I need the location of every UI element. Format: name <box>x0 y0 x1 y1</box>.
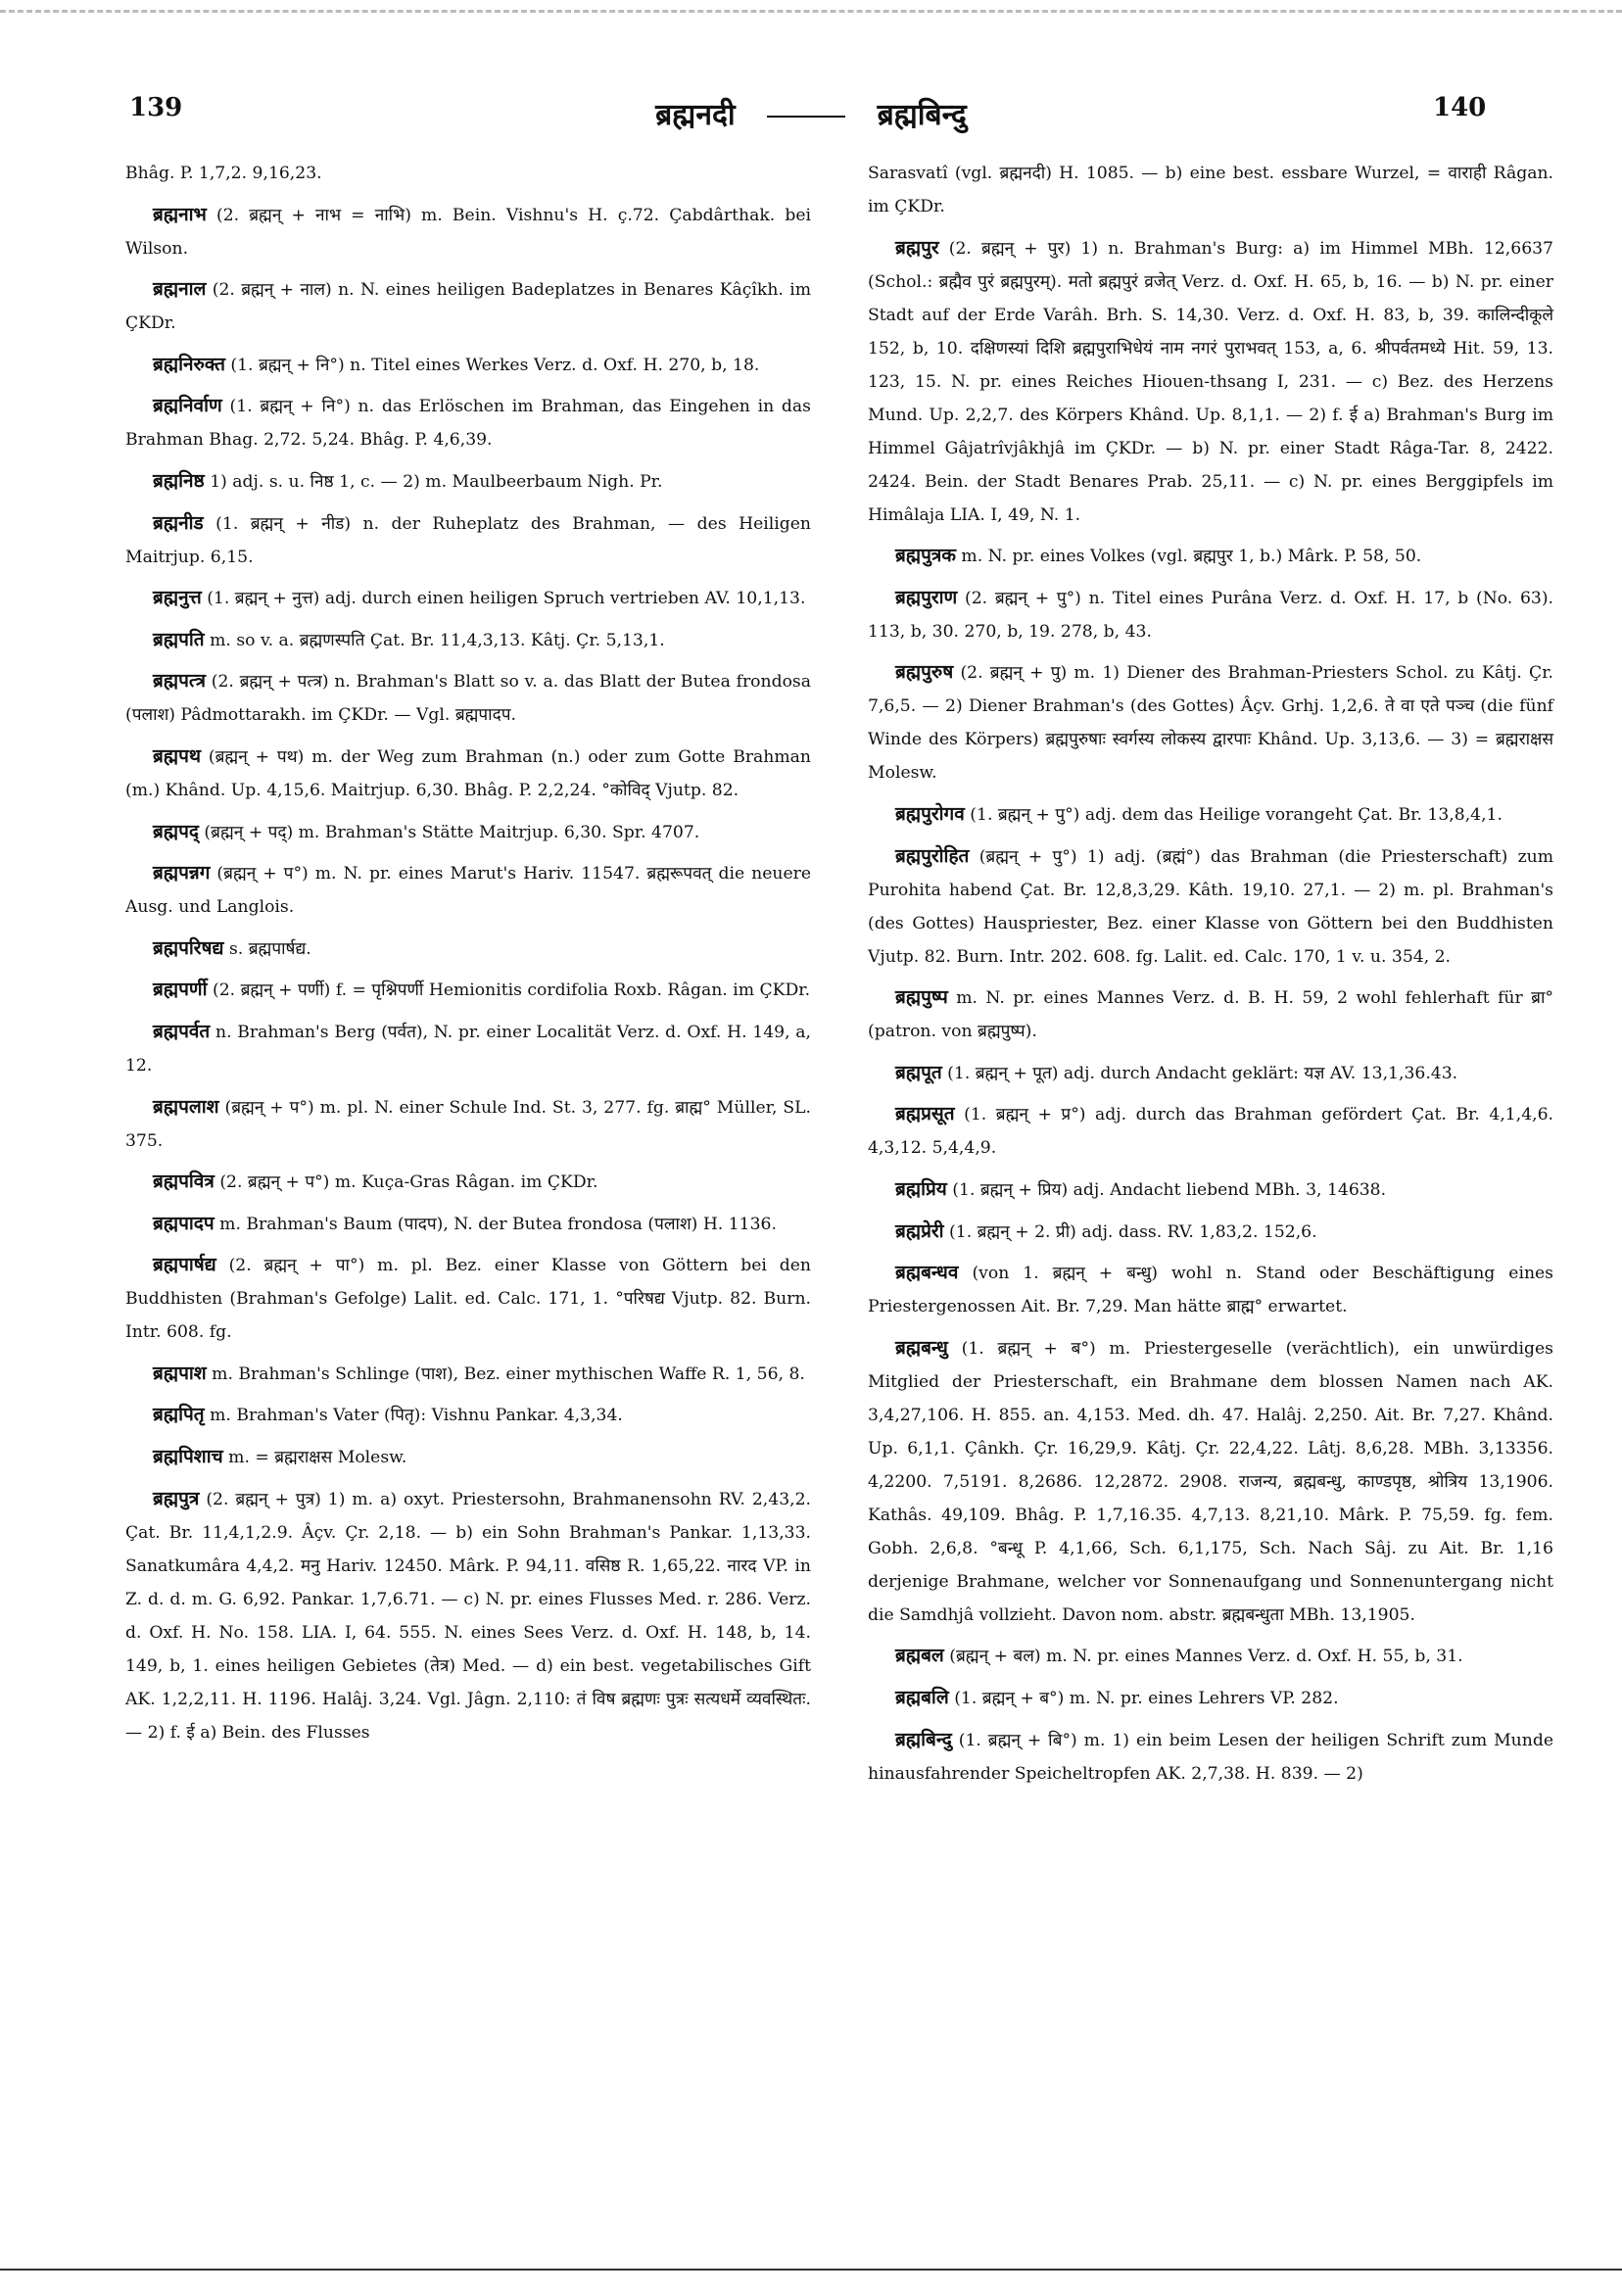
dictionary-entry <box>868 655 1553 789</box>
entry-text: (1. ब्रह्मन् + प्र°) adj. durch das Brahman gefördert Çat. Br. 4,1,4,6. 4,3,12. 5,4,4,9. <box>868 1105 1553 1159</box>
entry-headword: ब्रह्मपुरोहित <box>895 844 970 867</box>
entry-headword: ब्रह्मपति <box>153 628 205 650</box>
dictionary-entry <box>868 1331 1553 1632</box>
entry-headword: ब्रह्मपार्षद्य <box>153 1254 216 1276</box>
dictionary-entry <box>125 348 811 382</box>
entry-text: (ब्रह्मन् + प°) m. pl. N. einer Schule Ind. St. 3, 277. fg. ब्राह्म° Müller, SL. 375. <box>125 1097 811 1151</box>
dictionary-entry <box>125 664 811 732</box>
dictionary-entry <box>125 1015 811 1082</box>
entry-text: (ब्रह्मन् + पु°) 1) adj. (ब्रह्मं°) das Brahman (die Priesterschaft) zum Purohita habend Çat. Br. 12,8,3,29. Kâth. 19,10. 27,1. — 2) m. pl. Brahman's (des Gottes) Hauspriester, Bez. einer Klasse von Göttern bei den Buddhisten Vjutp. 82. Burn. Intr. 202. 608. fg. Lalit. ed. Calc. 170, 1 v. u. 354, 2. <box>868 846 1553 967</box>
dictionary-entry <box>868 981 1553 1048</box>
entry-text: Bhâg. P. 1,7,2. 9,16,23. <box>125 164 322 183</box>
entry-headword: ब्रह्मप्रसूत <box>895 1103 955 1125</box>
entry-text: (2. ब्रह्मन् + नाल) n. N. eines heiligen Badeplatzes in Benares Kâçîkh. im ÇKDr. <box>125 280 811 334</box>
entry-headword: ब्रह्मपिशाच <box>153 1446 223 1468</box>
dictionary-entry <box>125 272 811 340</box>
entry-text: (1. ब्रह्मन् + ब°) m. Priestergeselle (verächtlich), ein unwürdiges Mitglied der Priesterschaft, ein Brahmane dem blossen Namen nach AK. 3,4,27,106. H. 855. an. 4,153. Med. dh. 47. Halâj. 2,250. Ait. Br. 7,27. Khând. Up. 6,1,1. Çânkh. Çr. 16,29,9. Kâtj. Çr. 22,4,22. Lâtj. 8,6,28. MBh. 3,13356. 4,2200. 7,5191. 8,2686. 12,2872. 2908. राजन्य, ब्रह्मबन्धु, काण्डपृष्ठ, श्रोत्रिय 13,1906. Kathâs. 49,109. Bhâg. P. 1,7,16.35. 4,7,13. 8,21,10. Mârk. P. 75,59. fg. fem. Gobh. 2,6,8. °बन्धू P. 4,1,66, Sch. 6,1,175, Sch. Nach Sâj. zu Ait. Br. 1,16 derjenige Brahmane, welcher vor Sonnenaufgang und Sonnenuntergang nicht die Samdhjâ vollzieht. Davon nom. abstr. ब्रह्मबन्धुता MBh. 13,1905. <box>868 1338 1553 1625</box>
entry-text: (2. ब्रह्मन् + पर्णी) f. = पृश्निपर्णी Hemionitis cordifolia Roxb. Râgan. im ÇKDr. <box>213 981 811 1001</box>
dictionary-entry <box>125 1165 811 1199</box>
entry-headword: ब्रह्मपरिषद्य <box>153 936 224 959</box>
dictionary-entry <box>125 973 811 1007</box>
entry-text: (2. ब्रह्मन् + पा°) m. pl. Bez. einer Klasse von Göttern bei den Buddhisten (Brahman's Gefolge) Lalit. ed. Calc. 171, 1. °परिषद्य Vjutp. 82. Burn. Intr. 608. fg. <box>125 1256 811 1343</box>
entry-headword: ब्रह्मपादप <box>153 1212 215 1234</box>
entry-headword: ब्रह्मपुरोगव <box>895 802 965 825</box>
entry-headword: ब्रह्मनुत्त <box>153 587 202 609</box>
entry-headword: ब्रह्मपुष्प <box>895 986 948 1009</box>
entry-headword: ब्रह्मबन्धु <box>895 1336 948 1359</box>
dictionary-entry <box>125 581 811 615</box>
entry-headword: ब्रह्मपर्वत <box>153 1020 211 1042</box>
dictionary-entry <box>125 1090 811 1158</box>
entry-text: (2. ब्रह्मन् + नाभ = नाभि) m. Bein. Vishnu's H. ç.72. Çabdârthak. bei Wilson. <box>125 205 811 259</box>
entry-text: (ब्रह्मन् + पद्) m. Brahman's Stätte Maitrjup. 6,30. Spr. 4707. <box>204 822 700 842</box>
entry-text: (2. ब्रह्मन् + पुर) 1) n. Brahman's Burg: a) im Himmel MBh. 12,6637 (Schol.: ब्रह्मैव पुरं ब्रह्मपुरम्). मतो ब्रह्मपुरं व्रजेत् Verz. d. Oxf. H. 65, b, 16. — b) N. pr. einer Stadt auf der Erde Varâh. Brh. S. 14,30. Verz. d. Oxf. H. 83, b, 39. कालिन्दीकूले 152, b, 10. दक्षिणस्यां दिशि ब्रह्मपुराभिधेयं नाम नगरं पुराभवत् 153, a, 6. श्रीपर्वतमध्ये Hit. 59, 13. 123, 15. N. pr. eines Reiches Hiouen-thsang I, 231. — c) Bez. des Herzens Mund. Up. 2,2,7. des Körpers Khând. Up. 8,1,1. — 2) f. ई a) Brahman's Burg im Himmel Gâjatrîvjâkhjâ im ÇKDr. — b) N. pr. einer Stadt Râga-Tar. 8, 2422. 2424. Bein. der Stadt Benares Prab. 25,11. — c) N. pr. eines Berggipfels im Himâlaja LIA. I, 49, N. 1. <box>868 238 1553 525</box>
entry-text: (ब्रह्मन् + बल) m. N. pr. eines Mannes Verz. d. Oxf. H. 55, b, 31. <box>949 1647 1463 1667</box>
entry-headword: ब्रह्मपन्नग <box>153 862 211 885</box>
dictionary-entry <box>125 1248 811 1349</box>
entry-headword: ब्रह्मपुराण <box>895 586 958 608</box>
dictionary-entry <box>125 506 811 574</box>
running-header <box>0 93 1622 133</box>
entry-text: (2. ब्रह्मन् + पु) m. 1) Diener des Brahman-Priesters Schol. zu Kâtj. Çr. 7,6,5. — 2) Diener Brahman's (des Gottes) Âçv. Grhj. 1,2,6. ते वा एते पञ्च (die fünf Winde des Körpers) ब्रह्मपुरुषाः स्वर्गस्य लोकस्य द्वारपाः Khând. Up. 3,13,6. — 3) = ब्रह्मराक्षस Molesw. <box>868 663 1553 784</box>
dictionary-entry <box>125 623 811 657</box>
entry-headword: ब्रह्मपद् <box>153 820 199 842</box>
entry-text: m. Brahman's Baum (पादप), N. der Butea frondosa (पलाश) H. 1136. <box>219 1214 777 1234</box>
entry-text: (1. ब्रह्मन् + नीड) n. der Ruheplatz des Brahman, — des Heiligen Maitrjup. 6,15. <box>125 513 811 567</box>
entry-headword: ब्रह्मपूत <box>895 1061 942 1083</box>
entry-headword: ब्रह्मपाश <box>153 1362 207 1384</box>
entry-text: n. Brahman's Berg (पर्वत), N. pr. einer Localität Verz. d. Oxf. H. 149, a, 12. <box>125 1022 811 1076</box>
entry-headword: ब्रह्मपितृ <box>153 1404 205 1426</box>
entry-text: m. N. pr. eines Volkes (vgl. ब्रह्मपुर 1, b.) Mârk. P. 58, 50. <box>961 547 1422 567</box>
dictionary-entry <box>125 157 811 190</box>
dictionary-entry <box>125 1357 811 1391</box>
entry-headword: ब्रह्मपुत्रक <box>895 545 956 567</box>
entry-headword: ब्रह्मपत्त्र <box>153 670 206 693</box>
left-page-number: 139 <box>129 93 183 122</box>
entry-text: (1. ब्रह्मन् + पूत) adj. durch Andacht geklärt: यज्ञ AV. 13,1,36.43. <box>947 1063 1458 1083</box>
entry-text: (1. ब्रह्मन् + नि°) n. das Erlöschen im Brahman, das Eingehen in das Brahman Bhag. 2,72. 5,24. Bhâg. P. 4,6,39. <box>125 397 811 451</box>
header-left-word: ब्रह्मनदी <box>655 98 736 132</box>
entry-headword: ब्रह्मपर्णी <box>153 979 208 1001</box>
dictionary-entry <box>868 1256 1553 1323</box>
dictionary-entry <box>868 1723 1553 1791</box>
dictionary-entry <box>125 464 811 499</box>
entry-headword: ब्रह्मप्रेरी <box>895 1220 944 1242</box>
right-page-number: 140 <box>1433 93 1487 122</box>
entry-text: (1. ब्रह्मन् + पु°) adj. dem das Heilige vorangeht Çat. Br. 13,8,4,1. <box>970 804 1503 825</box>
entry-text: (ब्रह्मन् + प°) m. N. pr. eines Marut's Hariv. 11547. ब्रह्मरूपवत् die neuere Ausg. und Langlois. <box>125 864 812 918</box>
left-column <box>125 157 811 1756</box>
entry-headword: ब्रह्मनिर्वाण <box>153 395 222 417</box>
entry-headword: ब्रह्मबल <box>895 1645 944 1667</box>
entry-headword: ब्रह्मबन्धव <box>895 1262 959 1284</box>
dictionary-entry <box>125 932 811 966</box>
entry-headword: ब्रह्मपलाश <box>153 1095 219 1118</box>
dictionary-entry <box>125 856 811 924</box>
dictionary-entry <box>125 1398 811 1432</box>
dictionary-entry <box>125 815 811 849</box>
entry-text: m. so v. a. ब्रह्मणस्पति Çat. Br. 11,4,3,13. Kâtj. Çr. 5,13,1. <box>210 630 665 650</box>
entry-text: m. = ब्रह्मराक्षस Molesw. <box>228 1448 407 1468</box>
header-dash <box>767 116 845 118</box>
entry-headword: ब्रह्मपुरुष <box>895 661 954 684</box>
dictionary-entry <box>868 797 1553 832</box>
dictionary-entry <box>868 581 1553 648</box>
entry-text: (von 1. ब्रह्मन् + बन्धु) wohl n. Stand oder Beschäftigung eines Priestergenossen Ait. Br. 7,29. Man hätte ब्राह्म° erwartet. <box>868 1264 1554 1317</box>
entry-headword: ब्रह्मपुत्र <box>153 1487 200 1509</box>
dictionary-entry <box>868 1639 1553 1673</box>
dictionary-entry <box>868 1097 1553 1165</box>
dictionary-entry <box>125 389 811 456</box>
entry-headword: ब्रह्मबलि <box>895 1686 949 1708</box>
right-column <box>868 157 1553 1797</box>
entry-text: (2. ब्रह्मन् + पु°) n. Titel eines Purâna Verz. d. Oxf. H. 17, b (No. 63). 113, b, 30. 270, b, 19. 278, b, 43. <box>868 588 1554 642</box>
entry-headword: ब्रह्मबिन्दु <box>895 1728 952 1750</box>
dictionary-entry <box>868 1172 1553 1207</box>
dictionary-entry <box>125 1482 811 1749</box>
dictionary-entry <box>868 1056 1553 1090</box>
dictionary-entry <box>125 740 811 807</box>
dictionary-entry <box>868 231 1553 532</box>
entry-text: (1. ब्रह्मन् + नुत्त) adj. durch einen heiligen Spruch vertrieben AV. 10,1,13. <box>207 589 806 609</box>
entry-text: (2. ब्रह्मन् + प°) m. Kuça-Gras Râgan. im ÇKDr. <box>219 1172 598 1193</box>
entry-headword: ब्रह्मनाल <box>153 278 207 301</box>
dictionary-entry <box>125 1440 811 1474</box>
dictionary-entry <box>125 1207 811 1241</box>
entry-text: Sarasvatî (vgl. ब्रह्मनदी) H. 1085. — b) eine best. essbare Wurzel, = वाराही Râgan. im ÇKDr. <box>868 164 1553 216</box>
entry-headword: ब्रह्मनिष्ठ <box>153 469 205 492</box>
bottom-rule <box>0 2269 1622 2271</box>
dictionary-entry <box>868 839 1553 974</box>
entry-headword: ब्रह्मपथ <box>153 744 202 767</box>
entry-text: m. Brahman's Vater (पितृ): Vishnu Pankar. 4,3,34. <box>210 1406 623 1426</box>
top-border <box>0 10 1622 13</box>
entry-headword: ब्रह्मप्रिय <box>895 1177 947 1200</box>
entry-text: (1. ब्रह्मन् + नि°) n. Titel eines Werkes Verz. d. Oxf. H. 270, b, 18. <box>230 355 760 375</box>
entry-text: (1. ब्रह्मन् + ब°) m. N. pr. eines Lehrers VP. 282. <box>954 1688 1339 1708</box>
dictionary-entry <box>868 157 1553 223</box>
entry-headword: ब्रह्मनिरुक्त <box>153 353 225 375</box>
entry-text: (2. ब्रह्मन् + पत्त्र) n. Brahman's Blatt so v. a. das Blatt der Butea frondosa (पलाश) Pâdmottarakh. im ÇKDr. — Vgl. ब्रह्मपादप. <box>125 672 811 726</box>
entry-headword: ब्रह्मपुर <box>895 236 939 259</box>
entry-text: (ब्रह्मन् + पथ) m. der Weg zum Brahman (n.) oder zum Gotte Brahman (m.) Khând. Up. 4,15,6. Maitrjup. 6,30. Bhâg. P. 2,2,24. °कोविद् Vjutp. 82. <box>125 746 811 800</box>
dictionary-entry <box>868 1681 1553 1715</box>
entry-headword: ब्रह्मपवित्र <box>153 1171 215 1193</box>
dictionary-entry <box>125 198 811 265</box>
dictionary-entry <box>868 1215 1553 1249</box>
entry-headword: ब्रह्मनाभ <box>153 203 207 225</box>
dictionary-entry <box>868 539 1553 573</box>
entry-text: m. Brahman's Schlinge (पाश), Bez. einer mythischen Waffe R. 1, 56, 8. <box>212 1363 805 1384</box>
entry-text: 1) adj. s. u. निष्ठ 1, c. — 2) m. Maulbeerbaum Nigh. Pr. <box>210 471 663 492</box>
entry-text: (2. ब्रह्मन् + पुत्र) 1) m. a) oxyt. Priestersohn, Brahmanensohn RV. 2,43,2. Çat. Br. 11,4,1,2.9. Âçv. Çr. 2,18. — b) ein Sohn Brahman's Pankar. 1,13,33. Sanatkumâra 4,4,2. मनु Hariv. 12450. Mârk. P. 94,11. वसिष्ठ R. 1,65,22. नारद VP. in Z. d. d. m. G. 6,92. Pankar. 1,7,6.71. — c) N. pr. eines Flusses Med. r. 286. Verz. d. Oxf. H. No. 158. LIA. I, 64. 555. N. eines Sees Verz. d. Oxf. H. 148, b, 14. 149, b, 1. eines heiligen Gebietes (तेत्र) Med. — d) ein best. vegetabilisches Gift AK. 1,2,2,11. H. 1196. Halâj. 3,24. Vgl. Jâgn. 2,110: तं विष ब्रह्मणः पुत्रः सत्यधर्मे व्यवस्थितः. — 2) f. ई a) Bein. des Flusses <box>125 1489 811 1743</box>
entry-text: s. ब्रह्मपार्षद्य. <box>228 938 311 959</box>
entry-text: (1. ब्रह्मन् + 2. प्री) adj. dass. RV. 1,83,2. 152,6. <box>949 1221 1317 1242</box>
entry-headword: ब्रह्मनीड <box>153 511 204 534</box>
entry-text: m. N. pr. eines Mannes Verz. d. B. H. 59, 2 wohl fehlerhaft für ब्रा° (patron. von ब्रह्मपुष्प). <box>868 988 1553 1042</box>
header-right-word: ब्रह्मबिन्दु <box>877 98 967 132</box>
entry-text: (1. ब्रह्मन् + बि°) m. 1) ein beim Lesen der heiligen Schrift zum Munde hinausfahrender Speicheltropfen AK. 2,7,38. H. 839. — 2) <box>868 1730 1553 1784</box>
entry-text: (1. ब्रह्मन् + प्रिय) adj. Andacht liebend MBh. 3, 14638. <box>952 1179 1387 1200</box>
